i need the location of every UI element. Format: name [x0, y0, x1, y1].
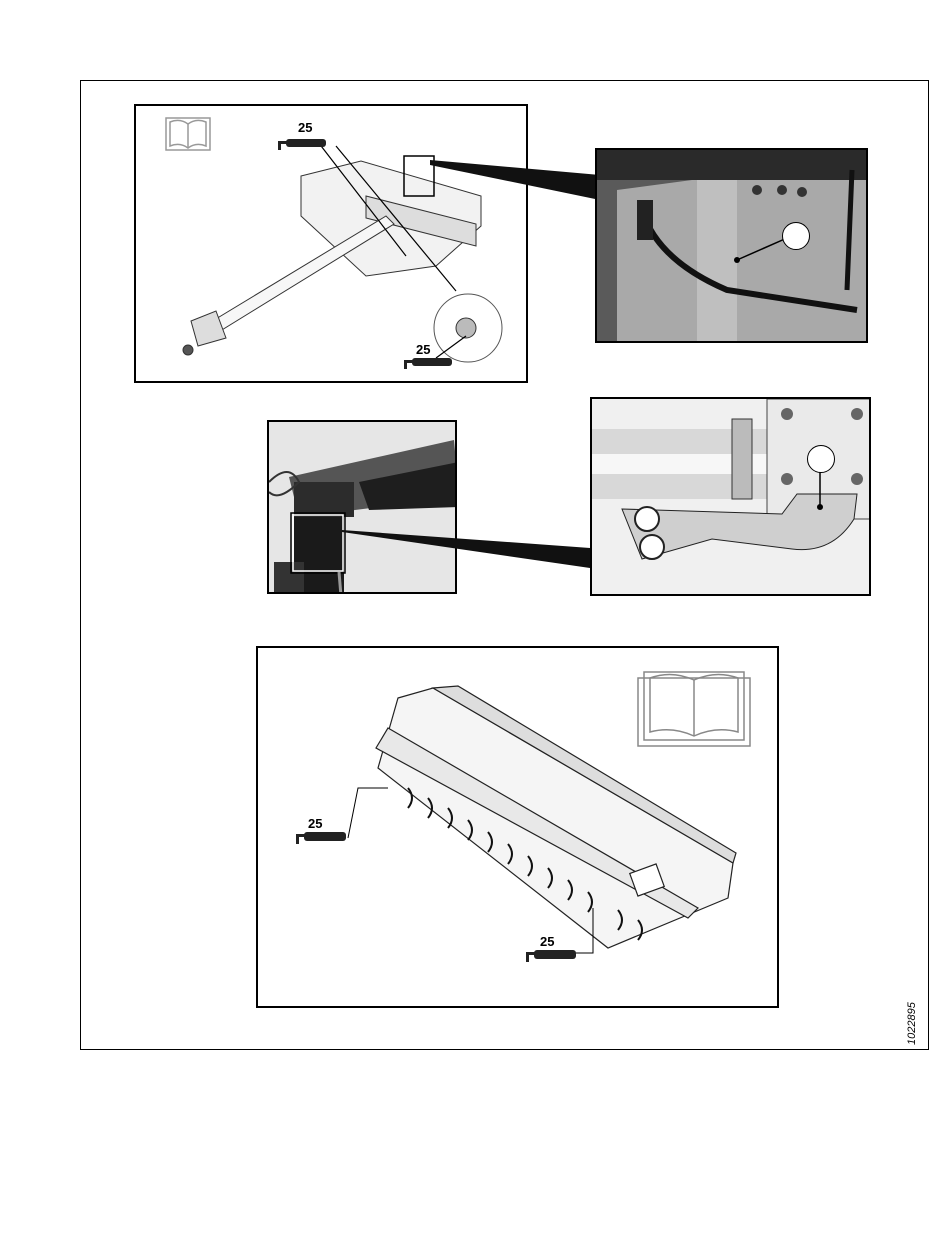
panel-lubrication-header	[256, 646, 779, 1008]
interval-label: 25	[308, 816, 323, 831]
grease-gun-icon	[404, 358, 452, 369]
manual-book-icon	[638, 672, 750, 746]
grease-gun-icon	[526, 950, 576, 962]
header-line-drawing	[258, 648, 779, 1008]
callout-circle	[807, 445, 835, 473]
photo-fitting-top-image	[597, 150, 868, 343]
photo-arm-joint-image	[269, 422, 457, 594]
grease-gun-icon	[296, 832, 346, 844]
panel-photo-fitting-top	[595, 148, 868, 343]
overview-line-drawing	[136, 106, 528, 383]
panel-photo-fitting-bottom	[590, 397, 871, 596]
panel-photo-arm-joint	[267, 420, 457, 594]
photo-fitting-bottom-image	[592, 399, 871, 596]
callout-circle	[782, 222, 810, 250]
interval-label: 25	[298, 120, 313, 135]
panel-lubrication-overview	[134, 104, 528, 383]
interval-label: 25	[416, 342, 431, 357]
manual-book-icon	[166, 118, 210, 150]
figure-number: 1022895	[906, 1002, 918, 1045]
grease-gun-icon	[278, 139, 326, 150]
interval-label: 25	[540, 934, 555, 949]
